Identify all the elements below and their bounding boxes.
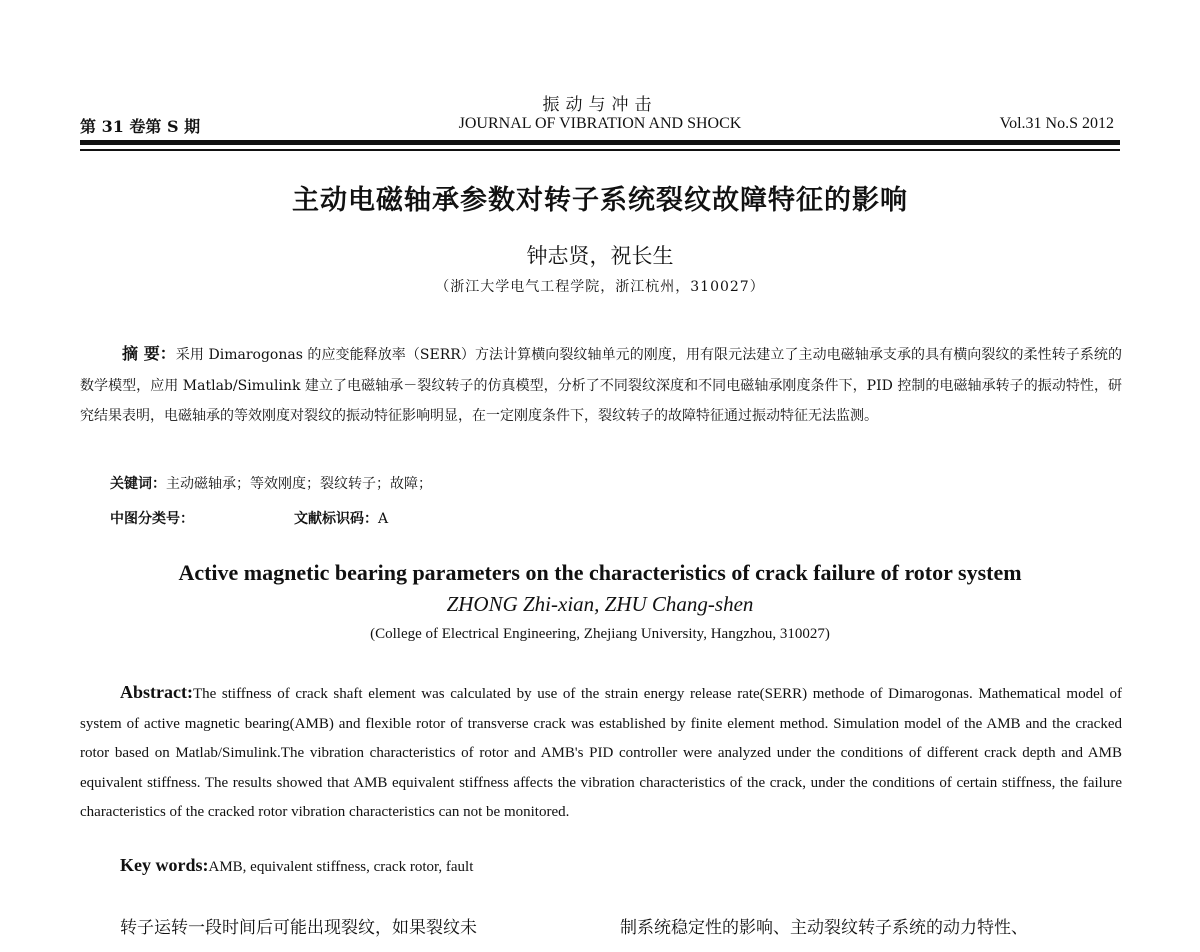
authors-en: ZHONG Zhi-xian, ZHU Chang-shen bbox=[446, 592, 754, 616]
header-rule-thick bbox=[80, 140, 1120, 145]
classification-cn bbox=[110, 508, 388, 528]
affiliation-en: (College of Electrical Engineering, Zhejiang University, Hangzhou, 310027) bbox=[370, 626, 830, 642]
volume-issue-cn: 第 31 卷第 S 期 bbox=[80, 117, 201, 136]
journal-title-cn: 振动与冲击 bbox=[542, 95, 658, 115]
keywords-en-text: AMB, equivalent stiffness, crack rotor, fault bbox=[208, 859, 474, 875]
keywords-cn-label: 关键词： bbox=[110, 476, 166, 492]
doc-code-label: 文献标识码： bbox=[294, 511, 378, 527]
keywords-cn-text: 主动磁轴承；等效刚度；裂纹转子；故障； bbox=[166, 476, 432, 492]
paper-title-en: Active magnetic bearing parameters on the characteristics of crack failure of rotor system bbox=[178, 560, 1022, 585]
abstract-cn-label: 摘 要： bbox=[122, 344, 176, 363]
doc-code-value: A bbox=[378, 511, 389, 527]
abstract-en-label: Abstract: bbox=[120, 682, 193, 702]
keywords-en-label: Key words: bbox=[120, 855, 209, 875]
affiliation-cn: （浙江大学电气工程学院，浙江杭州，310027） bbox=[435, 279, 765, 295]
journal-title-en: JOURNAL OF VIBRATION AND SHOCK bbox=[458, 115, 742, 132]
authors-cn: 钟志贤，祝长生 bbox=[526, 244, 674, 268]
header-rule-thin bbox=[80, 149, 1120, 151]
body-column-right: 制系统稳定性的影响、主动裂纹转子系统的动力特性、 bbox=[620, 918, 1028, 938]
abstract-en-text: The stiffness of crack shaft element was calculated by use of the strain energy release rate(SERR) methode of Dimarogonas. Mathematical model of system of active magnetic bearing(AMB) and flexible rotor of transverse crack was established by finite element method. Simulation model of the AMB and the cracked rotor based on Matlab/Simulink.The vibration characteristics of rotor and AMB's PID controller were analyzed under the conditions of different crack depth and AMB equivalent stiffness. The results showed that AMB equivalent stiffness affects the vibration characteristics of the crack, under the conditions of certain stiffness, the failure characteristics of the cracked rotor vibration characteristics can not be monitored. bbox=[80, 686, 1122, 820]
paper-title-cn: 主动电磁轴承参数对转子系统裂纹故障特征的影响 bbox=[292, 185, 908, 216]
keywords-cn bbox=[110, 473, 432, 493]
body-column-left: 转子运转一段时间后可能出现裂纹，如果裂纹未 bbox=[120, 918, 477, 938]
abstract-cn-text: 采用 Dimarogonas 的应变能释放率（SERR）方法计算横向裂纹轴单元的刚度，用有限元法建立了主动电磁轴承支承的具有横向裂纹的柔性转子系统的数学模型，应用 Matlab/Simulink 建立了电磁轴承－裂纹转子的仿真模型，分析了不同裂纹深度和不同电磁轴承刚度条件下，PID 控制的电磁轴承转子的振动特性，研究结果表明，电磁轴承的等效刚度对裂纹的振动特征影响明显，在一定刚度条件下，裂纹转子的故障特征通过振动特征无法监测。 bbox=[80, 347, 1122, 424]
volume-issue-en: Vol.31 No.S 2012 bbox=[999, 115, 1114, 132]
abstract-en bbox=[80, 678, 1122, 828]
keywords-en bbox=[120, 855, 473, 876]
clc-label: 中图分类号： bbox=[110, 511, 194, 527]
abstract-cn bbox=[80, 339, 1122, 432]
